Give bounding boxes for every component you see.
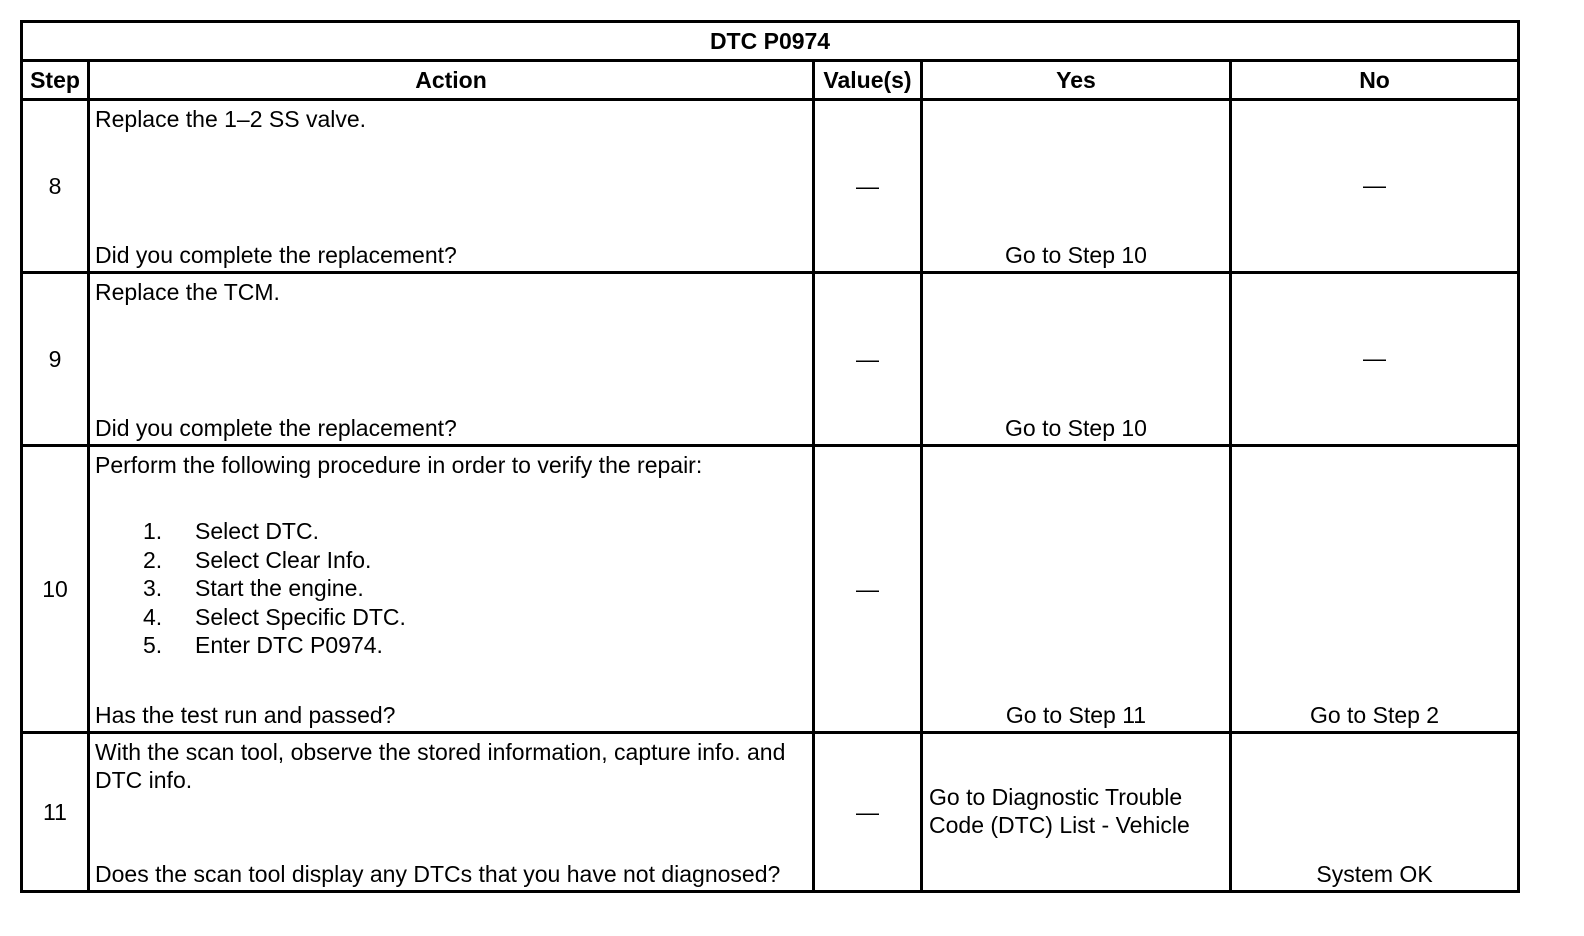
value-dash: — — [856, 799, 879, 825]
dtc-table — [20, 20, 1520, 893]
action-question: Does the scan tool display any DTCs that you have not diagnosed? — [95, 861, 781, 887]
header-row — [22, 61, 1519, 100]
header-action: Action — [89, 61, 814, 100]
step-number: 10 — [22, 446, 89, 733]
no-cell: — — [1231, 100, 1519, 273]
yes-cell: Go to Step 10 — [922, 100, 1231, 273]
procedure-step-text: Select Specific DTC. — [195, 603, 406, 630]
procedure-step — [143, 574, 807, 603]
yes-cell: Go to Step 10 — [922, 273, 1231, 446]
action-question: Did you complete the replacement? — [95, 242, 457, 268]
action-question: Did you complete the replacement? — [95, 415, 457, 441]
procedure-step-text: Select DTC. — [195, 518, 319, 544]
header-no: No — [1231, 61, 1519, 100]
no-cell: — — [1231, 273, 1519, 446]
value-dash: — — [856, 173, 879, 199]
step-number: 8 — [22, 100, 89, 273]
procedure-step-text: Select Clear Info. — [195, 546, 372, 573]
procedure-step-number: 3. — [143, 575, 163, 601]
yes-cell: Go to Step 11 — [922, 446, 1231, 733]
action-cell — [89, 446, 814, 733]
value-dash: — — [856, 576, 879, 602]
procedure-step-number: 2. — [143, 546, 163, 573]
table-row — [22, 100, 1519, 273]
title-row — [22, 22, 1519, 61]
action-instruction: Replace the 1–2 SS valve. — [95, 106, 367, 132]
action-question: Has the test run and passed? — [95, 702, 396, 728]
value-cell — [814, 100, 922, 273]
procedure-step-text: Enter DTC P0974. — [195, 632, 383, 658]
value-dash: — — [856, 346, 879, 372]
yes-cell: Go to Diagnostic Trouble Code (DTC) List - Vehicle — [922, 733, 1231, 892]
dtc-document — [20, 20, 1520, 893]
action-cell — [89, 733, 814, 892]
procedure-step — [143, 631, 807, 660]
no-cell: System OK — [1231, 733, 1519, 892]
step-number: 11 — [22, 733, 89, 892]
action-cell — [89, 273, 814, 446]
action-instruction: Perform the following procedure in order to verify the repair: — [95, 452, 703, 478]
procedure-step-number: 4. — [143, 603, 163, 630]
value-cell — [814, 273, 922, 446]
no-cell: Go to Step 2 — [1231, 446, 1519, 733]
table-row — [22, 446, 1519, 733]
table-row — [22, 273, 1519, 446]
procedure-list — [95, 517, 807, 660]
header-step: Step — [22, 61, 89, 100]
procedure-step-number: 1. — [143, 518, 163, 544]
procedure-step — [143, 603, 807, 632]
action-instruction: Replace the TCM. — [95, 279, 280, 305]
header-values: Value(s) — [814, 61, 922, 100]
value-cell — [814, 733, 922, 892]
action-instruction: With the scan tool, observe the stored information, capture info. and DTC info. — [95, 739, 786, 793]
procedure-step-text: Start the engine. — [195, 575, 364, 601]
procedure-step-number: 5. — [143, 632, 163, 658]
action-cell — [89, 100, 814, 273]
procedure-step — [143, 546, 807, 575]
step-number: 9 — [22, 273, 89, 446]
value-cell — [814, 446, 922, 733]
header-yes: Yes — [922, 61, 1231, 100]
procedure-step — [143, 517, 807, 546]
table-title: DTC P0974 — [22, 22, 1519, 61]
table-row — [22, 733, 1519, 892]
